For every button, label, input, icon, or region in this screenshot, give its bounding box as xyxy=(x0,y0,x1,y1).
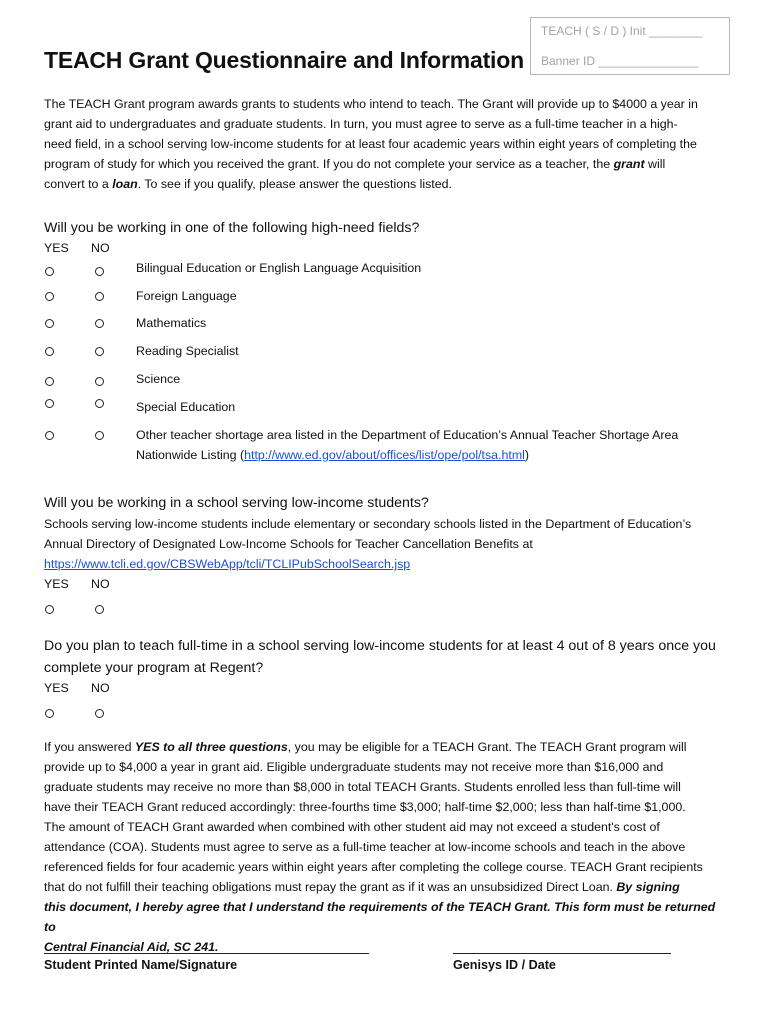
closing-emphasis: YES to all three questions xyxy=(134,740,288,754)
intro-text: program of study for which you received the grant. If you do not complete your service as a teacher, the xyxy=(44,157,614,171)
closing-line: The amount of TEACH Grant awarded when combined with other student aid may not exceed a student's cost of xyxy=(44,820,660,834)
closing-text: , you may be eligible for a TEACH Grant. The TEACH Grant program will xyxy=(287,740,687,754)
q1-mathematics-no-radio[interactable] xyxy=(95,319,104,328)
q1-mathematics-yes-radio[interactable] xyxy=(45,319,54,328)
q3-heading-line: Do you plan to teach full-time in a school serving low-income students for at least 4 out of 8 years once you xyxy=(44,638,716,654)
teach-init-field[interactable]: TEACH ( S / D ) Init ________ xyxy=(541,24,703,38)
q1-foreign-language-no-radio[interactable] xyxy=(95,292,104,301)
q3-yes-label: YES xyxy=(44,681,69,695)
q3-yes-radio[interactable] xyxy=(45,709,54,718)
closing-text: that do not fulfill their teaching obligations must repay the grant as if it was an unsubsidized Direct Loan. xyxy=(44,880,617,894)
field-mathematics-label: Mathematics xyxy=(136,316,207,330)
other-shortage-text: ) xyxy=(524,448,530,462)
q1-special-education-no-radio[interactable] xyxy=(95,399,104,408)
office-use-box xyxy=(530,17,730,75)
field-special-education-label: Special Education xyxy=(136,400,236,414)
field-reading-specialist-label: Reading Specialist xyxy=(136,344,239,358)
q1-no-label: NO xyxy=(91,241,110,255)
q1-reading-specialist-no-radio[interactable] xyxy=(95,347,104,356)
q1-special-education-yes-radio[interactable] xyxy=(45,399,54,408)
intro-line xyxy=(44,154,724,174)
q1-foreign-language-yes-radio[interactable] xyxy=(45,292,54,301)
question-3-heading xyxy=(44,635,724,679)
closing-line: have their TEACH Grant reduced accordingly: three-fourths time $3,000; half-time $2,000; less than half-time $1,000. xyxy=(44,800,686,814)
q1-bilingual-no-radio[interactable] xyxy=(95,267,104,276)
intro-line: need field, in a school serving low-income students for at least four academic years within eight years of completing the xyxy=(44,137,697,151)
field-other-shortage-label xyxy=(136,425,726,465)
closing-paragraph xyxy=(44,737,724,957)
q2-no-radio[interactable] xyxy=(95,605,104,614)
q2-desc-line: Schools serving low-income students include elementary or secondary schools listed in the Department of Education’s xyxy=(44,517,692,531)
q1-other-shortage-yes-radio[interactable] xyxy=(45,431,54,440)
closing-text: If you answered xyxy=(44,740,135,754)
q3-no-label: NO xyxy=(91,681,110,695)
question-1-heading: Will you be working in one of the following high-need fields? xyxy=(44,220,420,236)
closing-line: this document, I hereby agree that I understand the requirements of the TEACH Grant. This form must be returned to xyxy=(44,900,716,934)
q2-yes-radio[interactable] xyxy=(45,605,54,614)
intro-line: The TEACH Grant program awards grants to students who intend to teach. The Grant will provide up to $4000 a year in xyxy=(44,97,698,111)
q2-desc-line: Annual Directory of Designated Low-Income Schools for Teacher Cancellation Benefits at xyxy=(44,537,533,551)
intro-emphasis-loan: loan xyxy=(112,177,138,191)
other-shortage-line2 xyxy=(136,445,726,465)
page-title: TEACH Grant Questionnaire and Information xyxy=(44,47,524,73)
closing-line: attendance (COA). Students must agree to serve as a full-time teacher at low-income schools and teach in the above xyxy=(44,840,686,854)
intro-line: grant aid to undergraduates and graduate students. In turn, you must agree to serve as a full-time teacher in a high- xyxy=(44,117,678,131)
q1-reading-specialist-yes-radio[interactable] xyxy=(45,347,54,356)
q1-bilingual-yes-radio[interactable] xyxy=(45,267,54,276)
other-shortage-text: Nationwide Listing ( xyxy=(136,448,245,462)
intro-emphasis-grant: grant xyxy=(613,157,645,171)
q1-science-yes-radio[interactable] xyxy=(45,377,54,386)
q2-yes-label: YES xyxy=(44,577,69,591)
intro-line xyxy=(44,174,724,194)
banner-id-field[interactable]: Banner ID _______________ xyxy=(541,54,699,68)
closing-emphasis: By signing xyxy=(616,880,680,894)
q3-heading-line: complete your program at Regent? xyxy=(44,660,264,676)
q1-yes-label: YES xyxy=(44,241,69,255)
q2-no-label: NO xyxy=(91,577,110,591)
tcli-school-search-link[interactable]: https://www.tcli.ed.gov/CBSWebApp/tcli/TCLIPubSchoolSearch.jsp xyxy=(44,557,411,571)
intro-text: will xyxy=(644,157,666,171)
genisys-id-date-label: Genisys ID / Date xyxy=(453,958,556,972)
student-signature-label: Student Printed Name/Signature xyxy=(44,958,238,972)
question-2-description xyxy=(44,514,724,574)
closing-line: provide up to $4,000 a year in grant aid. Eligible undergraduate students may not receive more than $16,000 and xyxy=(44,760,664,774)
closing-line: referenced fields for four academic years within eight years after completing the college course. TEACH Grant recipients xyxy=(44,860,703,874)
other-shortage-line1: Other teacher shortage area listed in the Department of Education’s Annual Teacher Shortage Area xyxy=(136,428,679,442)
intro-paragraph xyxy=(44,94,724,194)
intro-text: convert to a xyxy=(44,177,113,191)
intro-text: . To see if you qualify, please answer the questions listed. xyxy=(137,177,452,191)
closing-line xyxy=(44,877,724,897)
student-signature-line[interactable] xyxy=(44,953,369,954)
q1-other-shortage-no-radio[interactable] xyxy=(95,431,104,440)
field-foreign-language-label: Foreign Language xyxy=(136,289,237,303)
q3-no-radio[interactable] xyxy=(95,709,104,718)
closing-line xyxy=(44,737,724,757)
field-bilingual-label: Bilingual Education or English Language Acquisition xyxy=(136,261,422,275)
closing-line: Central Financial Aid, SC 241. xyxy=(44,940,219,954)
tsa-listing-link[interactable]: http://www.ed.gov/about/offices/list/ope/pol/tsa.html xyxy=(244,448,525,462)
genisys-id-date-line[interactable] xyxy=(453,953,671,954)
q1-science-no-radio[interactable] xyxy=(95,377,104,386)
question-2-heading: Will you be working in a school serving low-income students? xyxy=(44,495,429,511)
closing-line: graduate students may receive no more than $8,000 in total TEACH Grants. Students enrolled less than full-time will xyxy=(44,780,681,794)
field-science-label: Science xyxy=(136,372,181,386)
